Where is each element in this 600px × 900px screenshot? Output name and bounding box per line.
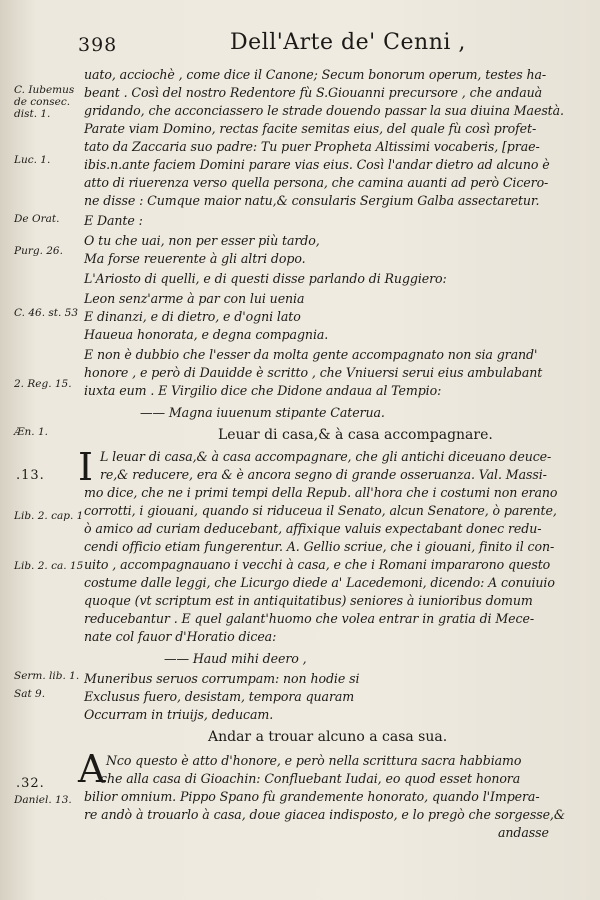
drop-cap: A (78, 747, 106, 791)
text-line: honore , e però di Dauidde è scritto , che Vniuersi serui eius ambulabant (84, 365, 543, 380)
text-line: tato da Zaccaria suo padre: Tu puer Propheta Altissimi vocaberis, [prae- (84, 139, 540, 154)
text-line: beant . Così del nostro Redentore fù S.Giouanni precursore , che andauà (84, 85, 543, 100)
text-line: reducebantur . E quel galant'huomo che volea entrar in gratia di Mece- (84, 611, 534, 626)
verse-line: Occurram in triuijs, deducam. (84, 707, 274, 722)
verse-line: Leon senz'arme à par con lui uenia (84, 291, 305, 306)
verse-line: Muneribus seruos corrumpam: non hodie si (84, 671, 360, 686)
text-line: quoque (vt scriptum est in antiquitatibus) seniores à iunioribus domum (84, 593, 533, 608)
text-line: andasse (498, 825, 549, 840)
verse-line: —— Magna iuuenum stipante Caterua. (140, 405, 385, 420)
margin-note: C. 46. st. 53 (14, 307, 79, 319)
verse-line: E dinanzi, e di dietro, e d'ogni lato (84, 309, 301, 324)
text-line: che alla casa di Gioachin: Confluebant Iudai, eo quod esset honora (100, 771, 521, 786)
text-line: E non è dubbio che l'esser da molta gente accompagnato non sia grand' (84, 347, 538, 362)
margin-note: Lib. 2. ca. 15 (14, 560, 84, 572)
text-line: Nco questo è atto d'honore, e però nella scrittura sacra habbiamo (106, 753, 522, 768)
text-line: corrotti, i giouani, quando si riduceua il Senato, alcun Senatore, ò parente, (84, 503, 557, 518)
text-line: uito , accompagnauano i vecchi à casa, e che i Romani impararono questo (84, 557, 551, 572)
text-line: bilior omnium. Pippo Spano fù grandemente honorato, quando l'Impera- (84, 789, 540, 804)
text-line: re,& reducere, era & è ancora segno di grande osseruanza. Val. Massi- (100, 467, 547, 482)
margin-note: Sat 9. (14, 688, 46, 700)
drop-cap: I (78, 445, 94, 489)
text-line: uato, acciochè , come dice il Canone; Secum bonorum operum, testes ha- (84, 67, 547, 82)
section-heading: Andar a trouar alcuno a casa sua. (208, 729, 448, 745)
text-line: iuxta eum . E Virgilio dice che Didone andaua al Tempio: (84, 383, 442, 398)
margin-notes (14, 0, 84, 900)
margin-note: Luc. 1. (14, 154, 51, 166)
verse-line: —— Haud mihi deero , (164, 651, 307, 666)
text-line: L leuar di casa,& à casa accompagnare, che gli antichi diceuano deuce- (100, 449, 552, 464)
verse-line: Exclusus fuero, desistam, tempora quaram (84, 689, 355, 704)
section-number: .32. (16, 776, 45, 791)
text-line: ne disse : Cumque maior natu,& consularis Sergium Galba assectaretur. (84, 193, 540, 208)
margin-note: Purg. 26. (14, 245, 63, 257)
verse-line: Ma forse reuerente à gli altri dopo. (84, 251, 306, 266)
text-line: L'Ariosto di quelli, e di questi disse parlando di Ruggiero: (84, 271, 447, 286)
page-header (0, 28, 600, 62)
verse-line: Haueua honorata, e degna compagnia. (84, 327, 329, 342)
verse-line: O tu che uai, non per esser più tardo, (84, 233, 320, 248)
text-line: cendi officio etiam fungerentur. A. Gellio scriue, che i giouani, finito il con- (84, 539, 555, 554)
text-line: ibis.n.ante faciem Domini parare vias eius. Così l'andar dietro ad alcuno è (84, 157, 550, 172)
running-title: Dell'Arte de' Cenni , (230, 30, 466, 55)
text-line: gridando, che acconciassero le strade douendo passar la sua diuina Maestà. (84, 103, 564, 118)
text-line: ò amico ad curiam deducebant, affixique valuis expectabant donec redu- (84, 521, 542, 536)
margin-note: Æn. 1. (14, 426, 48, 438)
text-line: mo dice, che ne i primi tempi della Repub. all'hora che i costumi non erano (84, 485, 558, 500)
text-line: nate col fauor d'Horatio dicea: (84, 629, 277, 644)
text-line: Parate viam Domino, rectas facite semitas eius, del quale fù così profet- (84, 121, 537, 136)
margin-note: Serm. lib. 1. (14, 670, 80, 682)
text-line: E Dante : (84, 213, 143, 228)
text-line: atto di riuerenza verso quella persona, che camina auanti ad però Cicero- (84, 175, 549, 190)
section-number: .13. (16, 468, 45, 483)
section-heading: Leuar di casa,& à casa accompagnare. (218, 427, 493, 443)
margin-note: De Orat. (14, 213, 60, 225)
text-line: costume dalle leggi, che Licurgo diede a' Lacedemoni, dicendo: A conuiuio (84, 575, 555, 590)
margin-note: 2. Reg. 15. (14, 378, 72, 390)
margin-note: C. Iubemus de consec. dist. 1. (14, 84, 75, 120)
text-line: re andò à trouarlo à casa, doue giacea indisposto, e lo pregò che sorgesse,& (84, 807, 565, 822)
margin-note: Daniel. 13. (14, 794, 72, 806)
margin-note: Lib. 2. cap. 1 (14, 510, 84, 522)
page-number: 398 (78, 34, 118, 56)
